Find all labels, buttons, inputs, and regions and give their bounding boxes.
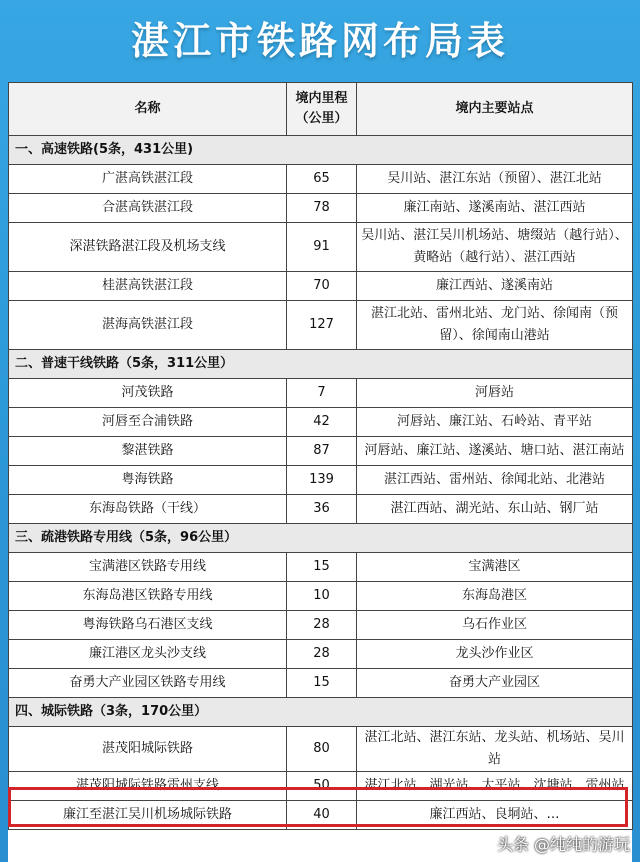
stations-cell: 河唇站	[357, 379, 633, 408]
table-row	[9, 611, 633, 640]
table-row	[9, 640, 633, 669]
page-title: 湛江市铁路网布局表	[130, 19, 509, 63]
railway-name: 合湛高铁湛江段	[9, 194, 287, 223]
table-row	[9, 194, 633, 223]
stations-cell: 河唇站、廉江站、石岭站、青平站	[357, 408, 633, 437]
mileage-cell: 80	[287, 727, 357, 772]
railway-name: 广湛高铁湛江段	[9, 165, 287, 194]
section-label: 一、高速铁路(5条，431公里)	[9, 136, 633, 165]
table-row	[9, 772, 633, 801]
section-row	[9, 698, 633, 727]
stations-cell: 廉江西站、遂溪南站	[357, 272, 633, 301]
railway-name: 黎湛铁路	[9, 437, 287, 466]
mileage-cell: 15	[287, 553, 357, 582]
table-row	[9, 272, 633, 301]
railway-name: 宝满港区铁路专用线	[9, 553, 287, 582]
section-label: 四、城际铁路（3条，170公里）	[9, 698, 633, 727]
table-row	[9, 553, 633, 582]
table-row	[9, 437, 633, 466]
railway-name: 深湛铁路湛江段及机场支线	[9, 223, 287, 272]
railway-name: 湛海高铁湛江段	[9, 301, 287, 350]
railway-name: 河唇至合浦铁路	[9, 408, 287, 437]
mileage-cell: 7	[287, 379, 357, 408]
stations-cell: 河唇站、廉江站、遂溪站、塘口站、湛江南站	[357, 437, 633, 466]
table-row	[9, 801, 633, 830]
mileage-cell: 65	[287, 165, 357, 194]
railway-name: 廉江港区龙头沙支线	[9, 640, 287, 669]
railway-name: 湛茂阳城际铁路雷州支线	[9, 772, 287, 801]
mileage-cell: 91	[287, 223, 357, 272]
mileage-cell: 28	[287, 640, 357, 669]
mileage-cell: 28	[287, 611, 357, 640]
table-header-row	[9, 83, 633, 136]
stations-cell: 湛江北站、湖光站、太平站、沈塘站、雷州站	[357, 772, 633, 801]
railway-name: 东海岛港区铁路专用线	[9, 582, 287, 611]
mileage-cell: 127	[287, 301, 357, 350]
railway-name: 桂湛高铁湛江段	[9, 272, 287, 301]
table-row	[9, 408, 633, 437]
section-label: 三、疏港铁路专用线（5条，96公里）	[9, 524, 633, 553]
mileage-cell: 70	[287, 272, 357, 301]
table-row	[9, 582, 633, 611]
railway-table	[8, 82, 633, 830]
railway-name: 河茂铁路	[9, 379, 287, 408]
table-row	[9, 301, 633, 350]
stations-cell: 湛江西站、雷州站、徐闻北站、北港站	[357, 466, 633, 495]
railway-name: 湛茂阳城际铁路	[9, 727, 287, 772]
railway-name: 奋勇大产业园区铁路专用线	[9, 669, 287, 698]
mileage-cell: 40	[287, 801, 357, 830]
stations-cell: 湛江北站、湛江东站、龙头站、机场站、吴川站	[357, 727, 633, 772]
railway-name: 粤海铁路	[9, 466, 287, 495]
mileage-cell: 78	[287, 194, 357, 223]
stations-cell: 湛江北站、雷州北站、龙门站、徐闻南（预留）、徐闻南山港站	[357, 301, 633, 350]
mileage-cell: 36	[287, 495, 357, 524]
stations-cell: 湛江西站、湖光站、东山站、钢厂站	[357, 495, 633, 524]
mileage-cell: 10	[287, 582, 357, 611]
header-stations: 境内主要站点	[357, 83, 633, 136]
section-label: 二、普速干线铁路（5条，311公里）	[9, 350, 633, 379]
railway-name: 廉江至湛江吴川机场城际铁路	[9, 801, 287, 830]
table-row	[9, 379, 633, 408]
section-row	[9, 350, 633, 379]
stations-cell: 廉江南站、遂溪南站、湛江西站	[357, 194, 633, 223]
stations-cell: 宝满港区	[357, 553, 633, 582]
mileage-cell: 42	[287, 408, 357, 437]
mileage-cell: 139	[287, 466, 357, 495]
stations-cell: 乌石作业区	[357, 611, 633, 640]
header-mileage: 境内里程 （公里）	[287, 83, 357, 136]
table-row	[9, 727, 633, 772]
stations-cell: 吴川站、湛江东站（预留）、湛江北站	[357, 165, 633, 194]
railway-name: 粤海铁路乌石港区支线	[9, 611, 287, 640]
stations-cell: 奋勇大产业园区	[357, 669, 633, 698]
header-name: 名称	[9, 83, 287, 136]
stations-cell: 廉江西站、良垌站、…	[357, 801, 633, 830]
mileage-cell: 15	[287, 669, 357, 698]
stations-cell: 东海岛港区	[357, 582, 633, 611]
stations-cell: 龙头沙作业区	[357, 640, 633, 669]
section-row	[9, 524, 633, 553]
table-row	[9, 466, 633, 495]
table-row	[9, 165, 633, 194]
table-row	[9, 669, 633, 698]
section-row	[9, 136, 633, 165]
table-row	[9, 223, 633, 272]
mileage-cell: 87	[287, 437, 357, 466]
table-row	[9, 495, 633, 524]
watermark: 头条 @纯纯的游玩	[496, 835, 630, 854]
stations-cell: 吴川站、湛江吴川机场站、塘缀站（越行站）、黄略站（越行站）、湛江西站	[357, 223, 633, 272]
railway-name: 东海岛铁路（干线）	[9, 495, 287, 524]
mileage-cell: 50	[287, 772, 357, 801]
